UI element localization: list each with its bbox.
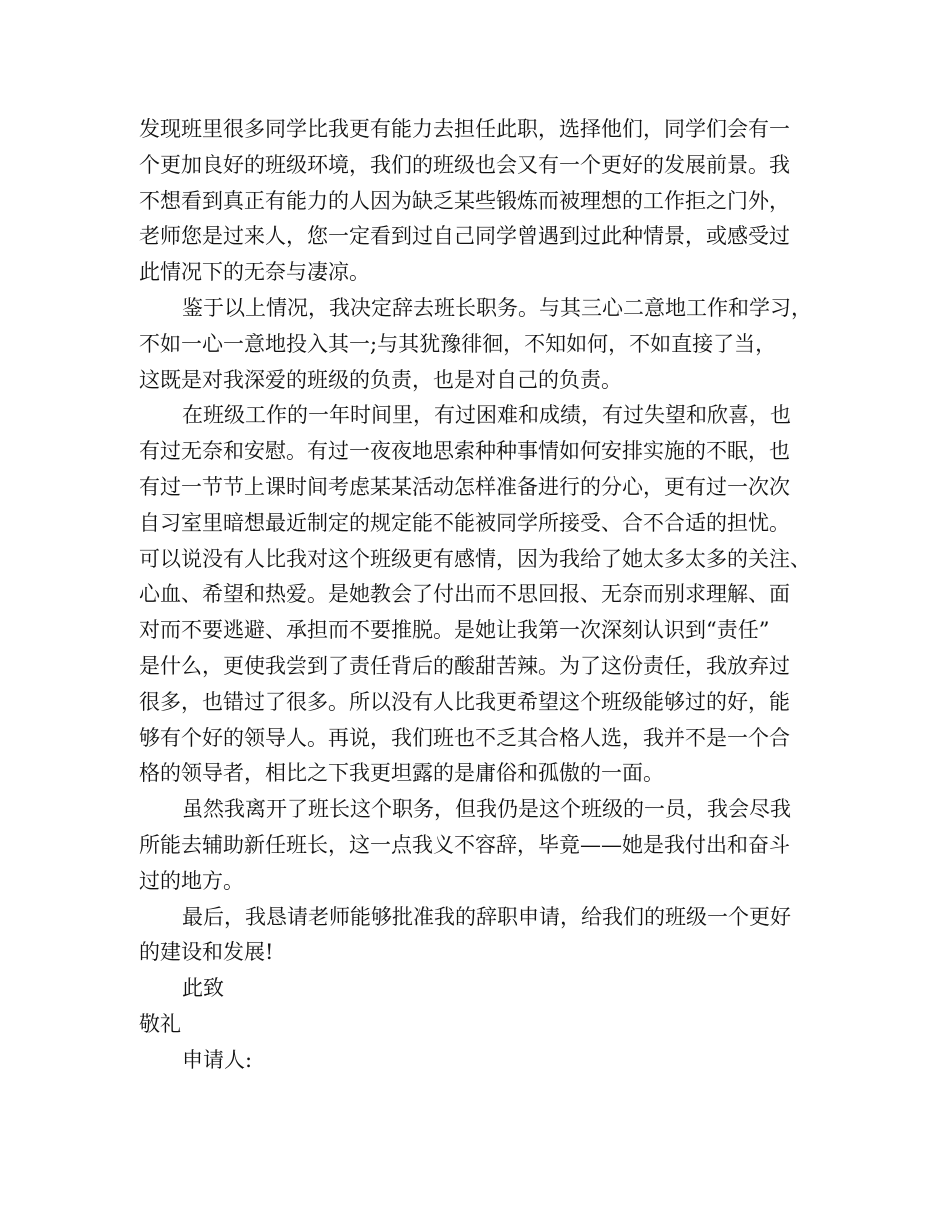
text-line: 够有个好的领导人。再说，我们班也不乏其合格人选，我并不是一个合	[139, 725, 790, 750]
text-line: 有过一节节上课时间考虑某某活动怎样准备进行的分心，更有过一次次	[139, 474, 790, 499]
text-line: 心血、希望和热爱。是她教会了付出而不思回报、无奈而别求理解、面	[139, 582, 790, 607]
text-line: 此致	[182, 976, 224, 1001]
text-line: 对而不要逃避、承担而不要推脱。是她让我第一次深刻认识到“责任”	[139, 618, 770, 643]
text-line: 格的领导者，相比之下我更坦露的是庸俗和孤傲的一面。	[139, 761, 664, 786]
text-line: 最后，我恳请老师能够批准我的辞职申请，给我们的班级一个更好	[182, 904, 791, 929]
text-line: 在班级工作的一年时间里，有过困难和成绩，有过失望和欣喜，也	[182, 403, 791, 428]
text-line: 的建设和发展!	[139, 940, 274, 965]
letter-body	[139, 112, 829, 1079]
text-line: 发现班里很多同学比我更有能力去担任此职，选择他们，同学们会有一	[139, 117, 790, 141]
text-line: 过的地方。	[139, 868, 244, 893]
text-line: 鉴于以上情况，我决定辞去班长职务。与其三心二意地工作和学习，	[182, 295, 812, 320]
text-line: 申请人:	[182, 1047, 253, 1072]
text-line: 可以说没有人比我对这个班级更有感情，因为我给了她太多太多的关注、	[139, 546, 811, 571]
text-line: 虽然我离开了班长这个职务，但我仍是这个班级的一员，我会尽我	[182, 797, 791, 822]
text-line: 个更加良好的班级环境，我们的班级也会又有一个更好的发展前景。我	[139, 152, 790, 177]
text-line: 不如一心一意地投入其一;与其犹豫徘徊，不知如何，不如直接了当，	[139, 331, 777, 356]
text-line: 是什么，更使我尝到了责任背后的酸甜苦辣。为了这份责任，我放弃过	[139, 653, 790, 678]
text-line: 所能去辅助新任班长，这一点我义不容辞，毕竟——她是我付出和奋斗	[139, 832, 790, 857]
text-line: 此情况下的无奈与凄凉。	[139, 260, 370, 285]
text-line: 很多，也错过了很多。所以没有人比我更希望这个班级能够过的好，能	[139, 689, 790, 714]
text-line: 有过无奈和安慰。有过一夜夜地思索种种事情如何安排实施的不眠，也	[139, 439, 790, 464]
text-line: 不想看到真正有能力的人因为缺乏某些锻炼而被理想的工作拒之门外，	[139, 188, 790, 213]
text-line: 敬礼	[139, 1011, 181, 1036]
text-line: 这既是对我深爱的班级的负责，也是对自己的负责。	[139, 367, 622, 392]
text-line: 自习室里暗想最近制定的规定能不能被同学所接受、合不合适的担忧。	[139, 510, 790, 535]
text-line: 老师您是过来人，您一定看到过自己同学曾遇到过此种情景，或感受过	[139, 224, 790, 249]
